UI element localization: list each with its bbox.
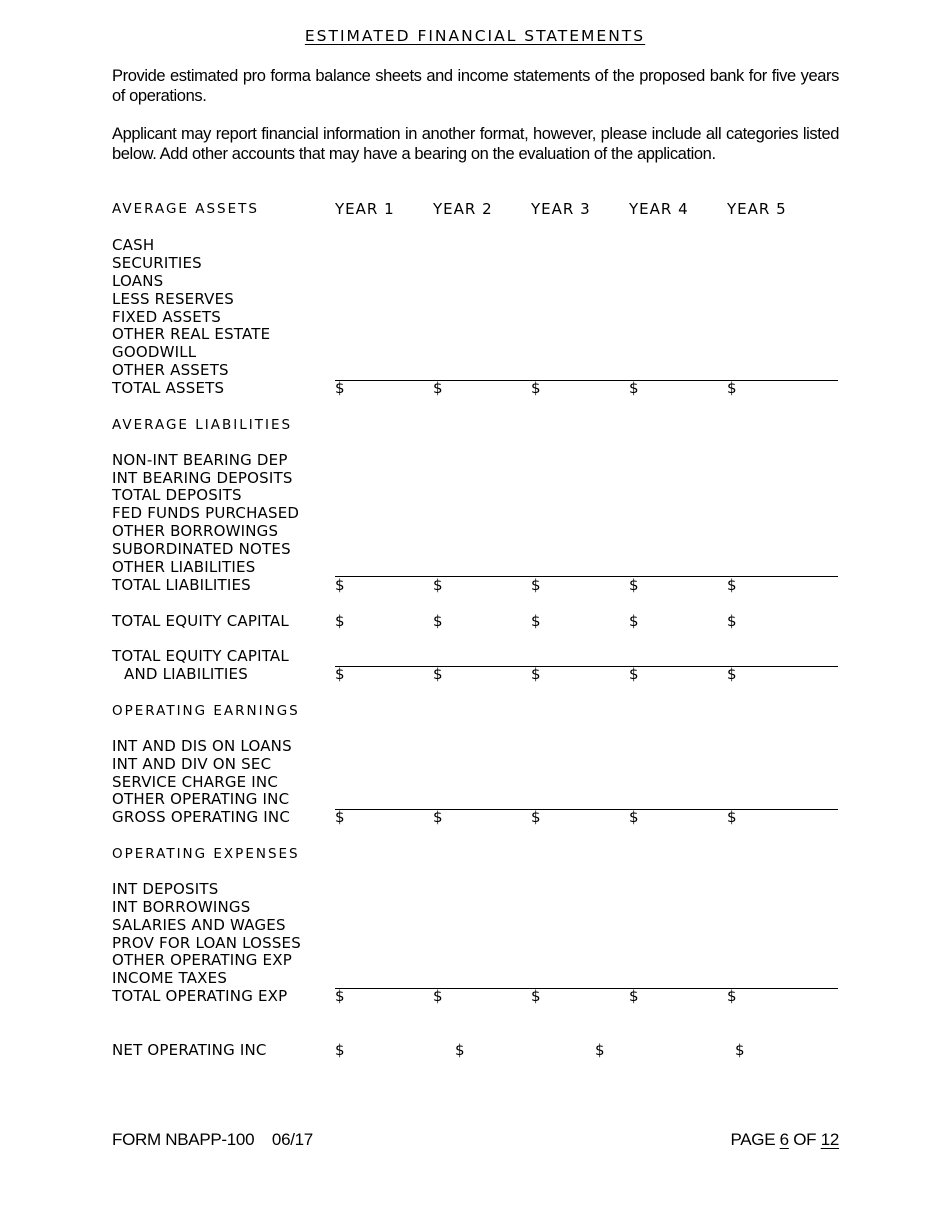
page-number (730, 1130, 839, 1150)
intro-paragraph-2: Applicant may report financial information in another format, however, please include all categories listed below. Add other accounts that may have a bearing on the evaluation of the application. (112, 125, 839, 163)
line-item: INT AND DIS ON LOANS (112, 737, 292, 755)
total-rule (335, 576, 838, 577)
total-rule (335, 380, 838, 381)
line-item: SALARIES AND WAGES (112, 916, 286, 934)
line-item: SECURITIES (112, 254, 202, 272)
section-heading-liabilities: AVERAGE LIABILITIES (112, 417, 293, 433)
amount-field: $ (433, 665, 443, 683)
line-item: INT DEPOSITS (112, 880, 219, 898)
amount-field: $ (727, 665, 737, 683)
total-operating-exp-label: TOTAL OPERATING EXP (112, 987, 288, 1005)
line-item: OTHER OPERATING EXP (112, 951, 292, 969)
line-item: FED FUNDS PURCHASED (112, 504, 300, 522)
line-item: LESS RESERVES (112, 290, 235, 308)
line-item: OTHER LIABILITIES (112, 558, 256, 576)
amount-field: $ (433, 987, 443, 1005)
amount-field: $ (735, 1041, 745, 1059)
section-heading-expenses: OPERATING EXPENSES (112, 846, 300, 862)
total-rule (335, 666, 838, 667)
form-number: FORM NBAPP-100 06/17 (112, 1130, 313, 1149)
amount-field: $ (335, 1041, 345, 1059)
amount-field: $ (335, 665, 345, 683)
line-item: OTHER OPERATING INC (112, 790, 290, 808)
year-header: YEAR 3 (531, 200, 591, 218)
page-total: 12 (820, 1130, 839, 1149)
amount-field: $ (433, 379, 443, 397)
amount-field: $ (531, 612, 541, 630)
total-rule (335, 988, 838, 989)
line-item: PROV FOR LOAN LOSSES (112, 934, 301, 952)
page-of: OF (788, 1130, 821, 1149)
amount-field: $ (455, 1041, 465, 1059)
total-assets-label: TOTAL ASSETS (112, 379, 225, 397)
intro-paragraph-1: Provide estimated pro forma balance sheets and income statements of the proposed bank for five years of operations. (112, 67, 839, 105)
amount-field: $ (335, 379, 345, 397)
amount-field: $ (595, 1041, 605, 1059)
amount-field: $ (433, 612, 443, 630)
total-rule (335, 809, 838, 810)
page-prefix: PAGE (730, 1130, 780, 1149)
line-item: TOTAL DEPOSITS (112, 486, 242, 504)
line-item: INT BEARING DEPOSITS (112, 469, 293, 487)
amount-field: $ (335, 576, 345, 594)
line-item: LOANS (112, 272, 164, 290)
line-item: NON-INT BEARING DEP (112, 451, 288, 469)
line-item: CASH (112, 236, 155, 254)
amount-field: $ (335, 612, 345, 630)
line-item: FIXED ASSETS (112, 308, 221, 326)
amount-field: $ (629, 665, 639, 683)
amount-field: $ (335, 987, 345, 1005)
line-item: INT AND DIV ON SEC (112, 755, 272, 773)
total-equity-liabilities-label-line2: AND LIABILITIES (124, 665, 248, 683)
total-equity-label: TOTAL EQUITY CAPITAL (112, 612, 289, 630)
amount-field: $ (727, 612, 737, 630)
section-heading-assets: AVERAGE ASSETS (112, 201, 259, 217)
amount-field: $ (727, 576, 737, 594)
page-title: ESTIMATED FINANCIAL STATEMENTS (304, 27, 646, 45)
amount-field: $ (531, 379, 541, 397)
amount-field: $ (433, 808, 443, 826)
amount-field: $ (629, 612, 639, 630)
year-header: YEAR 2 (433, 200, 493, 218)
amount-field: $ (531, 987, 541, 1005)
gross-operating-inc-label: GROSS OPERATING INC (112, 808, 291, 826)
amount-field: $ (531, 576, 541, 594)
year-header: YEAR 4 (629, 200, 689, 218)
amount-field: $ (433, 576, 443, 594)
amount-field: $ (727, 379, 737, 397)
year-header: YEAR 5 (727, 200, 787, 218)
amount-field: $ (629, 987, 639, 1005)
line-item: OTHER BORROWINGS (112, 522, 279, 540)
line-item: INT BORROWINGS (112, 898, 251, 916)
total-equity-liabilities-label: TOTAL EQUITY CAPITAL (112, 647, 289, 665)
section-heading-earnings: OPERATING EARNINGS (112, 703, 300, 719)
line-item: OTHER ASSETS (112, 361, 229, 379)
amount-field: $ (335, 808, 345, 826)
total-liabilities-label: TOTAL LIABILITIES (112, 576, 251, 594)
amount-field: $ (727, 987, 737, 1005)
amount-field: $ (629, 379, 639, 397)
amount-field: $ (629, 576, 639, 594)
year-header: YEAR 1 (335, 200, 395, 218)
line-item: GOODWILL (112, 343, 197, 361)
page-current: 6 (779, 1130, 789, 1149)
line-item: OTHER REAL ESTATE (112, 325, 271, 343)
net-operating-inc-label: NET OPERATING INC (112, 1041, 267, 1059)
amount-field: $ (629, 808, 639, 826)
line-item: SERVICE CHARGE INC (112, 773, 279, 791)
line-item: SUBORDINATED NOTES (112, 540, 291, 558)
amount-field: $ (531, 665, 541, 683)
line-item: INCOME TAXES (112, 969, 228, 987)
amount-field: $ (727, 808, 737, 826)
amount-field: $ (531, 808, 541, 826)
